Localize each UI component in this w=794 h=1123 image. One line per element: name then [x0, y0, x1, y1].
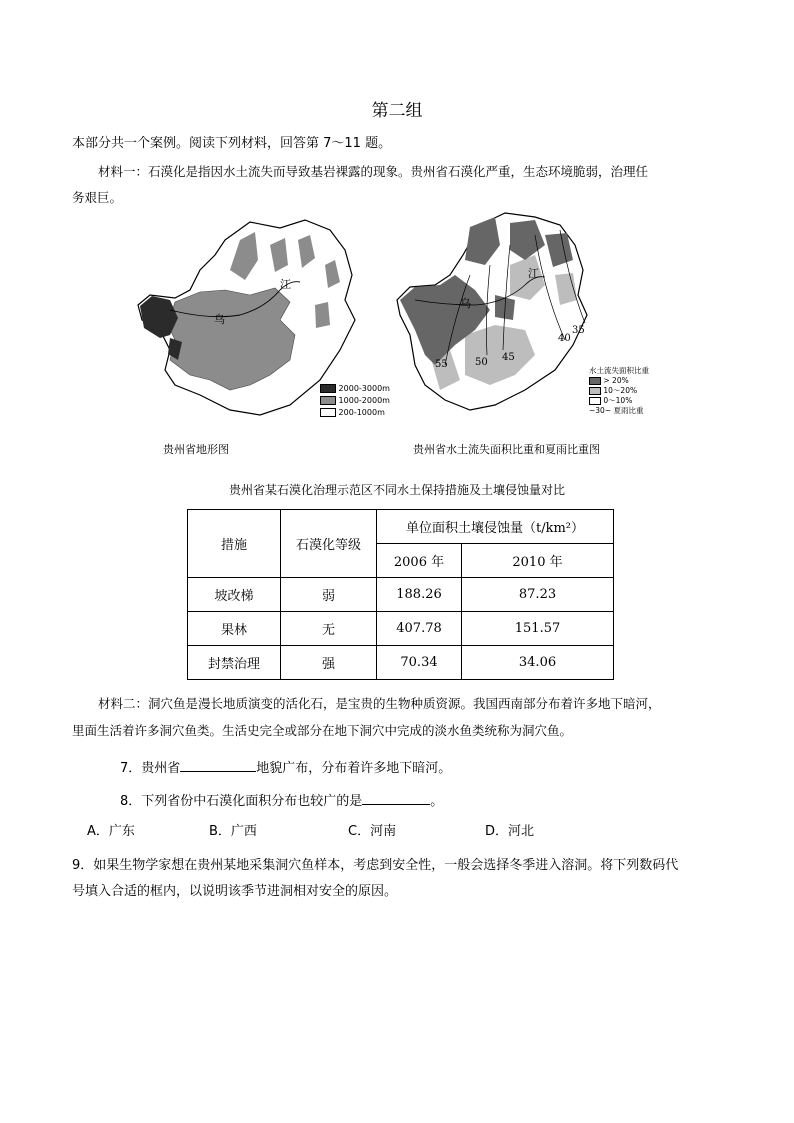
material-2-line-1: 材料二：洞穴鱼是漫长地质演变的活化石，是宝贵的生物种质资源。我国西南部分布着许多地下暗河， — [98, 696, 661, 711]
erosion-map-caption: 贵州省水土流失面积比重和夏雨比重图 — [413, 443, 600, 456]
contour-label-40: 40 — [558, 333, 571, 344]
option-a[interactable]: A．广东 — [87, 824, 135, 839]
erosion-map-label-jiang: 江 — [528, 267, 539, 280]
erosion-legend-line: ~30~ 夏雨比重 — [589, 406, 644, 415]
cell-level: 强 — [281, 646, 377, 680]
option-d[interactable]: D．河北 — [485, 824, 535, 839]
question-8-text: 8．下列省份中石漠化面积分布也较广的是 — [120, 794, 363, 809]
contour-label-50: 50 — [475, 357, 488, 368]
header-measure: 措施 — [188, 510, 281, 578]
material-2-line-2: 里面生活着许多洞穴鱼类。生活史完全或部分在地下洞穴中完成的淡水鱼类统称为洞穴鱼。 — [72, 723, 573, 738]
page-title: 第二组 — [371, 101, 423, 121]
question-8-end: 。 — [430, 794, 444, 809]
contour-label-35: 35 — [572, 325, 585, 336]
question-7-text-a: 7．贵州省 — [120, 761, 181, 776]
material-1-line-1: 材料一：石漠化是指因水土流失而导致基岩裸露的现象。贵州省石漠化严重，生态环境脆弱，治理任 — [98, 164, 649, 179]
cell-level: 无 — [281, 612, 377, 646]
erosion-map-label-wu: 乌 — [460, 297, 471, 310]
header-2006: 2006 年 — [377, 544, 462, 578]
cell-measure: 果林 — [188, 612, 281, 646]
erosion-table — [187, 509, 614, 680]
terrain-map-label-jiang: 江 — [280, 278, 291, 291]
question-7 — [120, 758, 451, 779]
erosion-legend-mid: 10～20% — [589, 386, 649, 396]
header-erosion: 单位面积土壤侵蚀量（t/km²） — [377, 510, 614, 544]
question-8 — [120, 791, 443, 812]
cell-measure: 封禁治理 — [188, 646, 281, 680]
cell-2010: 87.23 — [462, 578, 614, 612]
erosion-legend-title: 水土流失面积比重 — [589, 366, 649, 375]
header-level: 石漠化等级 — [281, 510, 377, 578]
terrain-map-caption: 贵州省地形图 — [163, 443, 229, 456]
terrain-map-label-wu: 乌 — [214, 313, 225, 326]
question-9-line-2: 号填入合适的框内，以说明该季节进洞相对安全的原因。 — [72, 884, 398, 899]
erosion-legend-low: 0～10% — [589, 396, 649, 406]
option-c[interactable]: C．河南 — [348, 824, 397, 839]
cell-level: 弱 — [281, 578, 377, 612]
terrain-legend-low: 200-1000m — [320, 407, 390, 419]
terrain-legend — [320, 383, 390, 419]
contour-label-45: 45 — [502, 352, 515, 363]
question-8-blank[interactable] — [362, 791, 430, 805]
terrain-legend-mid: 1000-2000m — [320, 395, 390, 407]
question-7-blank[interactable] — [180, 758, 256, 772]
material-1 — [72, 162, 732, 182]
erosion-map — [395, 205, 605, 420]
option-b[interactable]: B．广西 — [209, 824, 257, 839]
terrain-legend-high: 2000-3000m — [320, 383, 390, 395]
intro-text: 本部分共一个案例。阅读下列材料，回答第 7～11 题。 — [72, 136, 392, 151]
cell-measure: 坡改梯 — [188, 578, 281, 612]
contour-label-55: 55 — [435, 359, 448, 370]
table-caption: 贵州省某石漠化治理示范区不同水土保持措施及土壤侵蚀量对比 — [228, 483, 565, 497]
cell-2006: 70.34 — [377, 646, 462, 680]
header-2010: 2010 年 — [462, 544, 614, 578]
question-7-text-b: 地貌广布，分布着许多地下暗河。 — [256, 761, 452, 776]
cell-2010: 34.06 — [462, 646, 614, 680]
erosion-legend-high: > 20% — [589, 376, 649, 386]
table-row — [188, 578, 614, 612]
erosion-legend — [589, 366, 649, 416]
cell-2010: 151.57 — [462, 612, 614, 646]
table-row — [188, 646, 614, 680]
cell-2006: 188.26 — [377, 578, 462, 612]
question-9-line-1: 9．如果生物学家想在贵州某地采集洞穴鱼样本，考虑到安全性，一般会选择冬季进入溶洞。将下列数码代 — [72, 858, 679, 873]
table-row — [188, 612, 614, 646]
cell-2006: 407.78 — [377, 612, 462, 646]
material-1-line-2: 务艰巨。 — [72, 190, 123, 205]
